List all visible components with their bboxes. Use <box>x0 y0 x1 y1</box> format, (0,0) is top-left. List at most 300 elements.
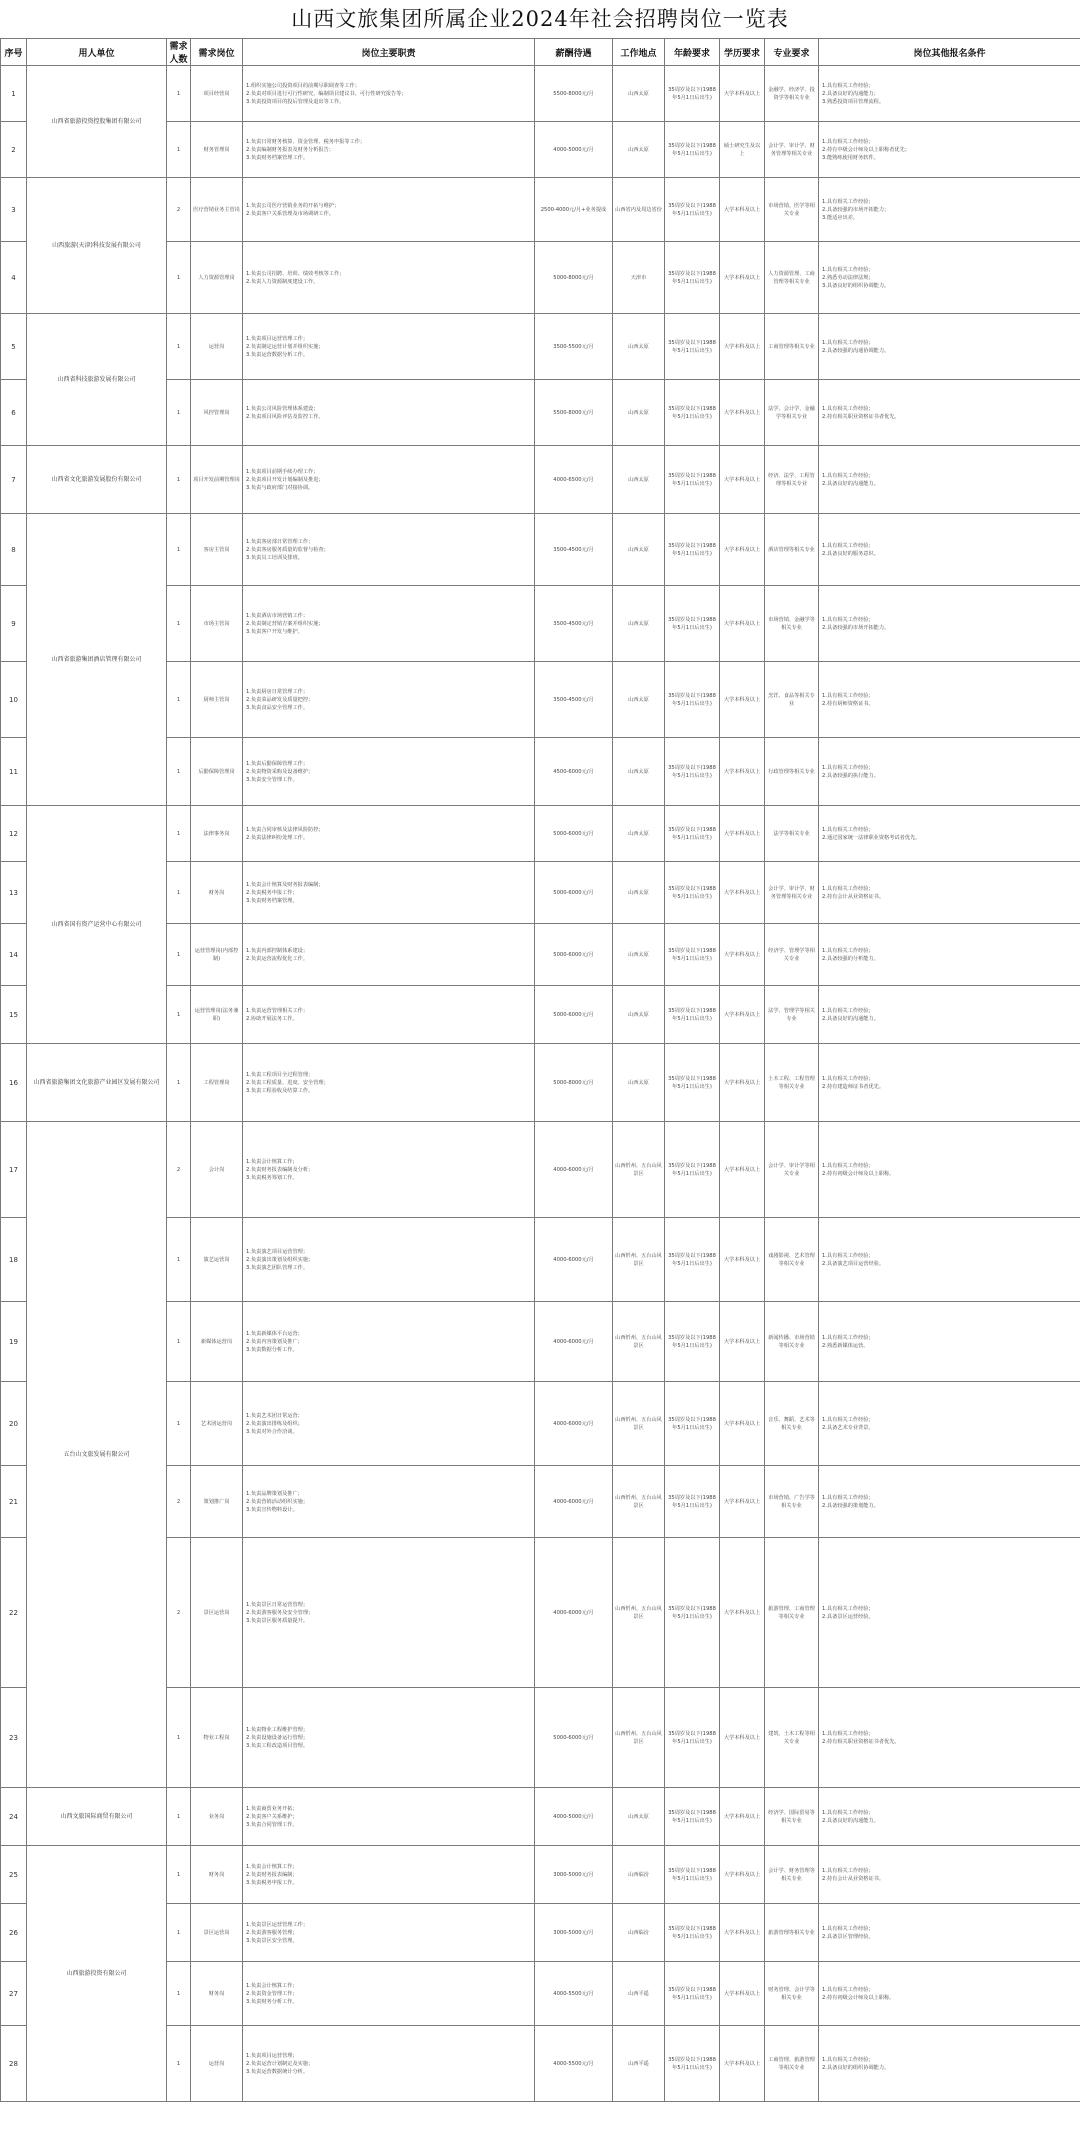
cell-age: 35周岁及以下(1988年5月1日后出生) <box>665 1302 720 1382</box>
cell-seq: 21 <box>1 1466 27 1538</box>
cell-unit: 山西省文化旅游发展股份有限公司 <box>27 446 167 514</box>
cell-place: 山西太原 <box>613 314 665 380</box>
cell-major: 建筑、土木工程等相关专业 <box>765 1688 819 1788</box>
cell-edu: 大学本科及以上 <box>720 1846 765 1904</box>
cell-other <box>819 1904 1080 1962</box>
cell-duties-line: 3.负责合同管理工作。 <box>246 1821 298 1828</box>
cell-duties-line: 3.负责数据分析工作。 <box>246 1346 298 1353</box>
cell-other-line: 3.熟悉投资项目管理流程。 <box>822 98 885 105</box>
cell-post: 人力资源管理岗 <box>191 242 243 314</box>
cell-edu: 大学本科及以上 <box>720 1688 765 1788</box>
cell-edu: 硕士研究生及以上 <box>720 122 765 178</box>
cell-other <box>819 1538 1080 1688</box>
cell-other-line: 2.具备良好的沟通能力。 <box>822 1015 879 1022</box>
cell-edu: 大学本科及以上 <box>720 862 765 924</box>
cell-other-line: 2.具备艺术专业背景。 <box>822 1424 874 1431</box>
cell-duties-line: 1.负责厨房日常管理工作； <box>246 688 309 695</box>
cell-duties-line: 3.负责工程改造项目管理。 <box>246 1742 309 1749</box>
cell-major: 新闻传播、市场营销等相关专业 <box>765 1302 819 1382</box>
cell-age: 35周岁及以下(1988年5月1日后出生) <box>665 2026 720 2102</box>
cell-other-line: 2.具备较强的市场开拓能力； <box>822 206 890 213</box>
cell-place: 山西临汾 <box>613 1904 665 1962</box>
cell-seq: 27 <box>1 1962 27 2026</box>
cell-post: 财务岗 <box>191 1962 243 2026</box>
cell-pay: 5500-8000元/月 <box>535 66 613 122</box>
cell-pay: 4000-6000元/月 <box>535 1122 613 1218</box>
cell-unit: 山西省旅游集团酒店管理有限公司 <box>27 514 167 806</box>
cell-duties-line: 2.负责客户关系管理及市场调研工作。 <box>246 210 334 217</box>
header-seq: 序号 <box>1 39 27 66</box>
cell-pay: 4000-5500元/月 <box>535 2026 613 2102</box>
cell-other <box>819 514 1080 586</box>
cell-seq: 18 <box>1 1218 27 1302</box>
cell-other <box>819 122 1080 178</box>
cell-post: 厨师主管岗 <box>191 662 243 738</box>
cell-other <box>819 1688 1080 1788</box>
cell-post: 市场主管岗 <box>191 586 243 662</box>
cell-major: 音乐、舞蹈、艺术等相关专业 <box>765 1382 819 1466</box>
cell-place: 山西省内及周边省份 <box>613 178 665 242</box>
cell-other-line: 1.具有相关工作经验； <box>822 1075 874 1082</box>
cell-seq: 2 <box>1 122 27 178</box>
cell-edu: 大学本科及以上 <box>720 1382 765 1466</box>
cell-major: 烹饪、食品等相关专业 <box>765 662 819 738</box>
cell-duties-line: 2.负责运营流程优化工作。 <box>246 955 309 962</box>
cell-other-line: 3.具备良好的组织协调能力。 <box>822 282 890 289</box>
cell-other <box>819 1044 1080 1122</box>
cell-place: 山西平遥 <box>613 2026 665 2102</box>
cell-other <box>819 862 1080 924</box>
table-row <box>1 446 1080 514</box>
cell-edu: 大学本科及以上 <box>720 1788 765 1846</box>
cell-other <box>819 1302 1080 1382</box>
cell-age: 35周岁及以下(1988年5月1日后出生) <box>665 806 720 862</box>
cell-place: 山西太原 <box>613 986 665 1044</box>
cell-duties <box>243 1846 535 1904</box>
cell-other-line: 2.持有中级会计师及以上职称者优先； <box>822 146 910 153</box>
cell-duties-line: 3.负责税务筹划工作。 <box>246 1174 298 1181</box>
cell-duties-line: 1.负责项目运营管理工作； <box>246 335 309 342</box>
cell-duties-line: 3.负责景区安全管理。 <box>246 1937 298 1944</box>
cell-edu: 大学本科及以上 <box>720 1122 765 1218</box>
cell-seq: 10 <box>1 662 27 738</box>
cell-duties-line: 3.负责运营数据统计分析。 <box>246 2068 309 2075</box>
cell-other <box>819 1466 1080 1538</box>
cell-post: 会计岗 <box>191 1122 243 1218</box>
cell-other-line: 3.能适应出差。 <box>822 214 859 221</box>
cell-duties-line: 1.负责公司招聘、培训、绩效考核等工作； <box>246 270 345 277</box>
cell-duties-line: 1.负责后勤保障管理工作； <box>246 760 309 767</box>
cell-pay: 4000-6500元/月 <box>535 446 613 514</box>
cell-other-line: 1.具有相关工作经验； <box>822 542 874 549</box>
cell-major: 工商管理、旅游管理等相关专业 <box>765 2026 819 2102</box>
cell-edu: 大学本科及以上 <box>720 1044 765 1122</box>
cell-place: 山西忻州、五台山风景区 <box>613 1382 665 1466</box>
cell-post: 项目开发前期管理岗 <box>191 446 243 514</box>
cell-duties-line: 1.负责运营管理相关工作； <box>246 1007 309 1014</box>
cell-pay: 5000-6000元/月 <box>535 1688 613 1788</box>
cell-other-line: 2.具备良好的组织协调能力。 <box>822 2064 890 2071</box>
cell-edu: 大学本科及以上 <box>720 1962 765 2026</box>
cell-place: 山西太原 <box>613 66 665 122</box>
cell-other-line: 1.具有相关工作经验； <box>822 885 874 892</box>
cell-count: 1 <box>167 1218 191 1302</box>
cell-other <box>819 2026 1080 2102</box>
cell-age: 35周岁及以下(1988年5月1日后出生) <box>665 1538 720 1688</box>
cell-count: 1 <box>167 1382 191 1466</box>
cell-edu: 大学本科及以上 <box>720 1538 765 1688</box>
cell-post: 运营岗 <box>191 2026 243 2102</box>
cell-seq: 15 <box>1 986 27 1044</box>
cell-duties-line: 1.负责项目前期手续办理工作； <box>246 468 319 475</box>
cell-count: 1 <box>167 446 191 514</box>
cell-unit: 山西省国有资产运营中心有限公司 <box>27 806 167 1044</box>
cell-major: 市场营销、广告学等相关专业 <box>765 1466 819 1538</box>
cell-pay: 4000-5500元/月 <box>535 1962 613 2026</box>
cell-other-line: 2.具备演艺项目运营经验。 <box>822 1260 885 1267</box>
cell-duties <box>243 586 535 662</box>
cell-pay: 4500-6000元/月 <box>535 738 613 806</box>
cell-duties-line: 1.负责商贸业务开拓； <box>246 1805 298 1812</box>
cell-count: 1 <box>167 1044 191 1122</box>
cell-unit: 山西省旅游集团文化旅游产业园区发展有限公司 <box>27 1044 167 1122</box>
cell-major: 市场营销、医学等相关专业 <box>765 178 819 242</box>
cell-pay: 5000-6000元/月 <box>535 986 613 1044</box>
cell-duties-line: 1.负责品牌策划及推广； <box>246 1490 303 1497</box>
cell-duties <box>243 314 535 380</box>
cell-other-line: 1.具有相关工作经验； <box>822 1605 874 1612</box>
cell-major: 经济学、国际贸易等相关专业 <box>765 1788 819 1846</box>
cell-edu: 大学本科及以上 <box>720 1904 765 1962</box>
cell-duties-line: 1.负责景区运营管理工作； <box>246 1921 309 1928</box>
cell-other <box>819 924 1080 986</box>
cell-count: 1 <box>167 242 191 314</box>
cell-duties <box>243 1788 535 1846</box>
cell-duties-line: 1.负责内部控制体系建设； <box>246 947 309 954</box>
positions-table <box>0 38 1080 2102</box>
cell-duties-line: 2.负责运营计划制定及实施； <box>246 2060 314 2067</box>
cell-post: 新媒体运营岗 <box>191 1302 243 1382</box>
cell-post: 策划推广岗 <box>191 1466 243 1538</box>
cell-count: 2 <box>167 1466 191 1538</box>
cell-edu: 大学本科及以上 <box>720 446 765 514</box>
cell-other-line: 2.持有会计从业资格证书。 <box>822 1875 885 1882</box>
cell-pay: 5000-8000元/月 <box>535 242 613 314</box>
cell-other-line: 2.具备较强的市场开拓能力。 <box>822 624 890 631</box>
cell-duties-line: 1.负责会计核算工作； <box>246 1982 298 1989</box>
cell-duties <box>243 738 535 806</box>
cell-edu: 大学本科及以上 <box>720 242 765 314</box>
cell-duties-line: 3.负责演艺团队管理工作。 <box>246 1264 309 1271</box>
cell-unit: 山西省旅游投资控股集团有限公司 <box>27 66 167 178</box>
cell-edu: 大学本科及以上 <box>720 380 765 446</box>
cell-other-line: 2.持有相关职业资格证书者优先。 <box>822 1738 900 1745</box>
cell-pay: 3500-4500元/月 <box>535 662 613 738</box>
cell-major: 经济、法学、工程管理等相关专业 <box>765 446 819 514</box>
cell-post: 项目经营岗 <box>191 66 243 122</box>
cell-duties-line: 2.负责对项目进行可行性研究，编制项目建议书、可行性研究报告等； <box>246 90 407 97</box>
cell-pay: 3000-5000元/月 <box>535 1904 613 1962</box>
header-place: 工作地点 <box>613 39 665 66</box>
cell-seq: 14 <box>1 924 27 986</box>
cell-count: 2 <box>167 1122 191 1218</box>
cell-duties-line: 1.负责合同审核及法律风险防控； <box>246 826 324 833</box>
cell-other-line: 1.具有相关工作经验； <box>822 1416 874 1423</box>
cell-duties <box>243 1538 535 1688</box>
cell-count: 1 <box>167 2026 191 2102</box>
cell-post: 财务岗 <box>191 862 243 924</box>
cell-other <box>819 986 1080 1044</box>
cell-other-line: 1.具有相关工作经验； <box>822 1809 874 1816</box>
cell-duties <box>243 1302 535 1382</box>
cell-duties <box>243 1122 535 1218</box>
cell-duties-line: 1.负责艺术团日常运营； <box>246 1412 303 1419</box>
cell-duties-line: 2.负责制定营销方案并组织实施； <box>246 620 324 627</box>
cell-other-line: 2.具备较强的策划能力。 <box>822 1502 879 1509</box>
cell-duties-line: 1.负责项目运营管理； <box>246 2052 298 2059</box>
cell-age: 35周岁及以下(1988年5月1日后出生) <box>665 122 720 178</box>
cell-duties-line: 1.负责公司医疗营销业务的开拓与维护； <box>246 202 340 209</box>
cell-major: 戏剧影视、艺术管理等相关专业 <box>765 1218 819 1302</box>
cell-post: 运营管理岗(法务兼职) <box>191 986 243 1044</box>
cell-seq: 7 <box>1 446 27 514</box>
cell-seq: 3 <box>1 178 27 242</box>
cell-other <box>819 1846 1080 1904</box>
cell-major: 法学、管理学等相关专业 <box>765 986 819 1044</box>
cell-count: 1 <box>167 738 191 806</box>
cell-major: 行政管理等相关专业 <box>765 738 819 806</box>
cell-major: 旅游管理、工商管理等相关专业 <box>765 1538 819 1688</box>
cell-duties-line: 2.负责内容策划及推广； <box>246 1338 303 1345</box>
cell-edu: 大学本科及以上 <box>720 66 765 122</box>
cell-place: 山西太原 <box>613 738 665 806</box>
cell-other <box>819 66 1080 122</box>
cell-duties-line: 2.负责客户关系维护； <box>246 1813 298 1820</box>
cell-age: 35周岁及以下(1988年5月1日后出生) <box>665 862 720 924</box>
cell-other <box>819 314 1080 380</box>
cell-duties-line: 3.负责运营数据分析工作。 <box>246 351 309 358</box>
cell-post: 工程管理岗 <box>191 1044 243 1122</box>
cell-seq: 24 <box>1 1788 27 1846</box>
cell-pay: 4000-6000元/月 <box>535 1302 613 1382</box>
cell-duties-line: 2.负责资金管理工作； <box>246 1990 298 1997</box>
cell-duties <box>243 1904 535 1962</box>
cell-count: 1 <box>167 1846 191 1904</box>
cell-other <box>819 1218 1080 1302</box>
cell-other-line: 1.具有相关工作经验； <box>822 1867 874 1874</box>
cell-major: 酒店管理等相关专业 <box>765 514 819 586</box>
cell-duties <box>243 514 535 586</box>
cell-duties-line: 1.负责演艺项目运营管理； <box>246 1248 309 1255</box>
cell-age: 35周岁及以下(1988年5月1日后出生) <box>665 314 720 380</box>
cell-post: 财务管理岗 <box>191 122 243 178</box>
cell-seq: 8 <box>1 514 27 586</box>
table-row <box>1 514 1080 586</box>
header-age: 年龄要求 <box>665 39 720 66</box>
cell-other <box>819 806 1080 862</box>
cell-duties <box>243 862 535 924</box>
cell-other-line: 2.具备较强的执行能力。 <box>822 772 879 779</box>
cell-other-line: 1.具有相关工作经验； <box>822 266 874 273</box>
header-count: 需求人数 <box>167 39 191 66</box>
cell-duties-line: 1.负责会计核算工作； <box>246 1863 298 1870</box>
cell-other-line: 3.能熟练使用财务软件。 <box>822 154 879 161</box>
cell-place: 山西忻州、五台山风景区 <box>613 1122 665 1218</box>
cell-duties-line: 1.负责景区日常运营管理； <box>246 1601 309 1608</box>
cell-major: 会计学、审计学、财务管理等相关专业 <box>765 122 819 178</box>
cell-pay: 5000-8000元/月 <box>535 1044 613 1122</box>
cell-duties <box>243 380 535 446</box>
cell-post: 财务岗 <box>191 1846 243 1904</box>
cell-duties-line: 2.负责财务报表编制； <box>246 1871 298 1878</box>
cell-count: 1 <box>167 806 191 862</box>
cell-unit: 山西旅游(天津)科技发展有限公司 <box>27 178 167 314</box>
cell-duties <box>243 178 535 242</box>
cell-duties <box>243 1962 535 2026</box>
cell-other-line: 1.具有相关工作经验； <box>822 198 874 205</box>
cell-edu: 大学本科及以上 <box>720 1302 765 1382</box>
cell-other-line: 1.具有相关工作经验； <box>822 2056 874 2063</box>
cell-duties-line: 2.负责项目开发计划编制及推进； <box>246 476 324 483</box>
cell-place: 山西太原 <box>613 1788 665 1846</box>
cell-unit: 山西旅游投资有限公司 <box>27 1846 167 2102</box>
cell-age: 35周岁及以下(1988年5月1日后出生) <box>665 178 720 242</box>
cell-major: 土木工程、工程管理等相关专业 <box>765 1044 819 1122</box>
cell-age: 35周岁及以下(1988年5月1日后出生) <box>665 1218 720 1302</box>
cell-duties-line: 1.负责新媒体平台运营； <box>246 1330 303 1337</box>
cell-other-line: 2.具备良好的沟通能力。 <box>822 1817 879 1824</box>
cell-post: 运营管理岗(内部控制) <box>191 924 243 986</box>
cell-age: 35周岁及以下(1988年5月1日后出生) <box>665 446 720 514</box>
cell-duties <box>243 1382 535 1466</box>
cell-age: 35周岁及以下(1988年5月1日后出生) <box>665 514 720 586</box>
cell-post: 医疗营销业务主管岗 <box>191 178 243 242</box>
cell-other <box>819 586 1080 662</box>
cell-place: 山西太原 <box>613 1044 665 1122</box>
header-edu: 学历要求 <box>720 39 765 66</box>
cell-other-line: 1.具有相关工作经验； <box>822 1162 874 1169</box>
cell-count: 1 <box>167 1904 191 1962</box>
cell-post: 景区运营岗 <box>191 1904 243 1962</box>
header-unit: 用人单位 <box>27 39 167 66</box>
cell-duties-line: 1.负责会计核算及财务报表编制； <box>246 881 324 888</box>
cell-age: 35周岁及以下(1988年5月1日后出生) <box>665 1962 720 2026</box>
cell-duties <box>243 122 535 178</box>
cell-seq: 23 <box>1 1688 27 1788</box>
cell-duties-line: 1.负责会计核算工作； <box>246 1158 298 1165</box>
cell-duties-line: 2.负责法律纠纷处理工作。 <box>246 834 309 841</box>
cell-duties-line: 3.负责对外合作洽谈。 <box>246 1428 298 1435</box>
cell-pay: 4000-6000元/月 <box>535 1538 613 1688</box>
cell-seq: 1 <box>1 66 27 122</box>
cell-duties-line: 3.负责财务档案管理工作。 <box>246 154 309 161</box>
cell-other-line: 2.具备景区运营经验。 <box>822 1613 874 1620</box>
cell-duties <box>243 924 535 986</box>
cell-post: 后勤保障管理岗 <box>191 738 243 806</box>
cell-pay: 5000-6000元/月 <box>535 862 613 924</box>
cell-age: 35周岁及以下(1988年5月1日后出生) <box>665 1788 720 1846</box>
cell-other <box>819 1122 1080 1218</box>
cell-other <box>819 738 1080 806</box>
cell-other-line: 1.具有相关工作经验； <box>822 339 874 346</box>
cell-duties-line: 2.负责演出排练及组织； <box>246 1420 303 1427</box>
cell-pay: 5000-6000元/月 <box>535 924 613 986</box>
cell-duties <box>243 806 535 862</box>
cell-edu: 大学本科及以上 <box>720 1218 765 1302</box>
cell-count: 1 <box>167 380 191 446</box>
cell-duties-line: 1.负责日常财务核算、资金管理、税务申报等工作； <box>246 138 366 145</box>
cell-other <box>819 1788 1080 1846</box>
cell-duties <box>243 662 535 738</box>
table-body <box>1 66 1080 2102</box>
cell-edu: 大学本科及以上 <box>720 986 765 1044</box>
cell-duties <box>243 446 535 514</box>
cell-age: 35周岁及以下(1988年5月1日后出生) <box>665 1466 720 1538</box>
cell-duties-line: 3.负责安全管理工作。 <box>246 776 298 783</box>
cell-seq: 5 <box>1 314 27 380</box>
cell-other-line: 2.具备景区管理经验。 <box>822 1933 874 1940</box>
cell-seq: 25 <box>1 1846 27 1904</box>
cell-unit: 五台山文旅发展有限公司 <box>27 1122 167 1788</box>
table-row <box>1 1788 1080 1846</box>
cell-duties <box>243 1688 535 1788</box>
cell-age: 35周岁及以下(1988年5月1日后出生) <box>665 1044 720 1122</box>
cell-age: 35周岁及以下(1988年5月1日后出生) <box>665 1122 720 1218</box>
cell-count: 1 <box>167 1302 191 1382</box>
cell-edu: 大学本科及以上 <box>720 2026 765 2102</box>
cell-duties-line: 2.负责人力资源制度建设工作。 <box>246 278 319 285</box>
cell-edu: 大学本科及以上 <box>720 178 765 242</box>
cell-other-line: 2.熟悉劳动法律法规； <box>822 274 874 281</box>
cell-edu: 大学本科及以上 <box>720 738 765 806</box>
cell-age: 35周岁及以下(1988年5月1日后出生) <box>665 380 720 446</box>
cell-other-line: 2.持有厨师资格证书。 <box>822 700 874 707</box>
cell-place: 山西太原 <box>613 122 665 178</box>
cell-post: 客房主管岗 <box>191 514 243 586</box>
table-row <box>1 178 1080 242</box>
cell-major: 会计学、财务管理等相关专业 <box>765 1846 819 1904</box>
cell-other <box>819 1382 1080 1466</box>
cell-edu: 大学本科及以上 <box>720 586 765 662</box>
cell-major: 工商管理等相关专业 <box>765 314 819 380</box>
cell-major: 会计学、审计学等相关专业 <box>765 1122 819 1218</box>
cell-duties-line: 2.协助开展法务工作。 <box>246 1015 298 1022</box>
cell-edu: 大学本科及以上 <box>720 514 765 586</box>
cell-pay: 4000-6000元/月 <box>535 1382 613 1466</box>
cell-major: 金融学、经济学、投资学等相关专业 <box>765 66 819 122</box>
cell-count: 1 <box>167 924 191 986</box>
cell-major: 市场营销、金融学等相关专业 <box>765 586 819 662</box>
cell-pay: 3500-5500元/月 <box>535 314 613 380</box>
cell-major: 人力资源管理、工商管理等相关专业 <box>765 242 819 314</box>
cell-duties-line: 3.负责工程验收及结算工作。 <box>246 1087 314 1094</box>
cell-age: 35周岁及以下(1988年5月1日后出生) <box>665 738 720 806</box>
cell-other-line: 2.具备良好的沟通能力。 <box>822 480 879 487</box>
cell-other-line: 1.具有相关工作经验； <box>822 616 874 623</box>
cell-pay: 4000-6000元/月 <box>535 1218 613 1302</box>
cell-duties-line: 2.负责制定运营计划并组织实施； <box>246 343 324 350</box>
cell-post: 景区运营岗 <box>191 1538 243 1688</box>
cell-pay: 3500-4500元/月 <box>535 514 613 586</box>
cell-unit: 山西省科技旅游发展有限公司 <box>27 314 167 446</box>
table-row <box>1 66 1080 122</box>
header-other: 岗位其他报名条件 <box>819 39 1080 66</box>
header-row <box>1 39 1080 66</box>
cell-post: 运营岗 <box>191 314 243 380</box>
cell-other-line: 1.具有相关工作经验； <box>822 82 874 89</box>
cell-count: 1 <box>167 1688 191 1788</box>
cell-post: 法律事务岗 <box>191 806 243 862</box>
